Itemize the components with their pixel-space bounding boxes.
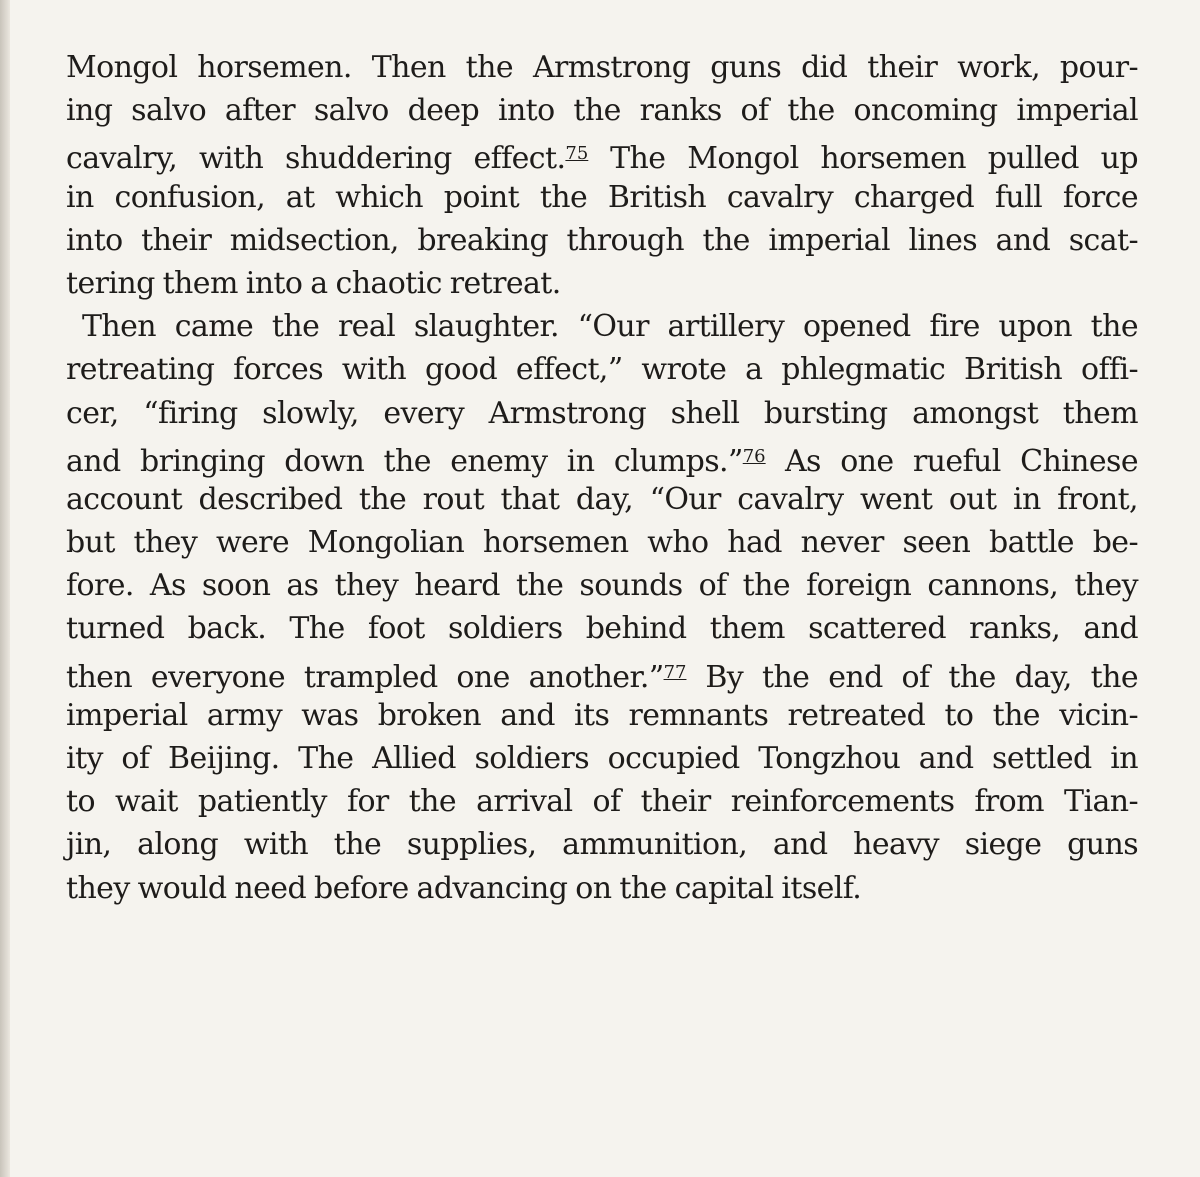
text-run: fore. As soon as they heard the sounds of the foreign cannons, they [66, 568, 1138, 604]
text-run: imperial army was broken and its remnants retreated to the vicin- [66, 697, 1138, 733]
text-line [66, 46, 1138, 89]
text-line [66, 262, 1138, 305]
text-line [66, 219, 1138, 262]
text-run: Then came the real slaughter. “Our artillery opened fire upon the [82, 309, 1138, 345]
text-run: cer, “firing slowly, every Armstrong shell bursting amongst them [66, 395, 1138, 431]
text-line [66, 89, 1138, 132]
text-run: cavalry, with shuddering effect. [66, 141, 566, 177]
text-line [66, 780, 1138, 823]
footnote-reference[interactable]: 77 [663, 661, 687, 683]
footnote-reference[interactable]: 76 [742, 445, 766, 467]
text-line [66, 651, 1138, 694]
text-line [66, 607, 1138, 650]
text-line [66, 737, 1138, 780]
page-gutter-edge [0, 0, 10, 1177]
text-run: The Mongol horsemen pulled up [588, 141, 1138, 177]
text-line [66, 823, 1138, 866]
text-run: ity of Beijing. The Allied soldiers occupied Tongzhou and settled in [66, 741, 1138, 776]
text-line [66, 348, 1138, 391]
book-page-text [66, 46, 1138, 910]
text-run: jin, along with the supplies, ammunition, and heavy siege guns [66, 827, 1138, 863]
text-line [66, 392, 1138, 435]
text-run: tering them into a chaotic retreat. [66, 265, 561, 301]
footnote-reference[interactable]: 75 [565, 143, 589, 165]
text-run: By the end of the day, the [686, 659, 1138, 695]
text-run: turned back. The foot soldiers behind them scattered ranks, and [66, 611, 1138, 647]
text-line [66, 435, 1138, 478]
text-line [66, 478, 1138, 521]
text-line [66, 305, 1138, 348]
text-run: in confusion, at which point the British cavalry charged full force [66, 179, 1138, 215]
text-run: and bringing down the enemy in clumps.” [66, 443, 743, 479]
text-run: they would need before advancing on the capital itself. [66, 870, 862, 906]
text-line [66, 867, 1138, 910]
text-line [66, 176, 1138, 219]
text-line [66, 521, 1138, 564]
paragraph [66, 305, 1138, 910]
text-run: retreating forces with good effect,” wrote a phlegmatic British offi- [66, 352, 1138, 388]
text-line [66, 564, 1138, 607]
text-run: but they were Mongolian horsemen who had never seen battle be- [66, 525, 1138, 561]
text-run: Mongol horsemen. Then the Armstrong guns did their work, pour- [66, 50, 1138, 85]
text-line [66, 132, 1138, 175]
text-run: to wait patiently for the arrival of their reinforcements from Tian- [66, 784, 1138, 820]
text-run: As one rueful Chinese [765, 443, 1138, 479]
text-run: ing salvo after salvo deep into the ranks of the oncoming imperial [66, 93, 1138, 129]
text-line [66, 694, 1138, 737]
paragraph [66, 46, 1138, 305]
text-run: into their midsection, breaking through the imperial lines and scat- [66, 222, 1138, 258]
text-run: account described the rout that day, “Our cavalry went out in front, [66, 481, 1138, 517]
text-run: then everyone trampled one another.” [66, 659, 664, 695]
